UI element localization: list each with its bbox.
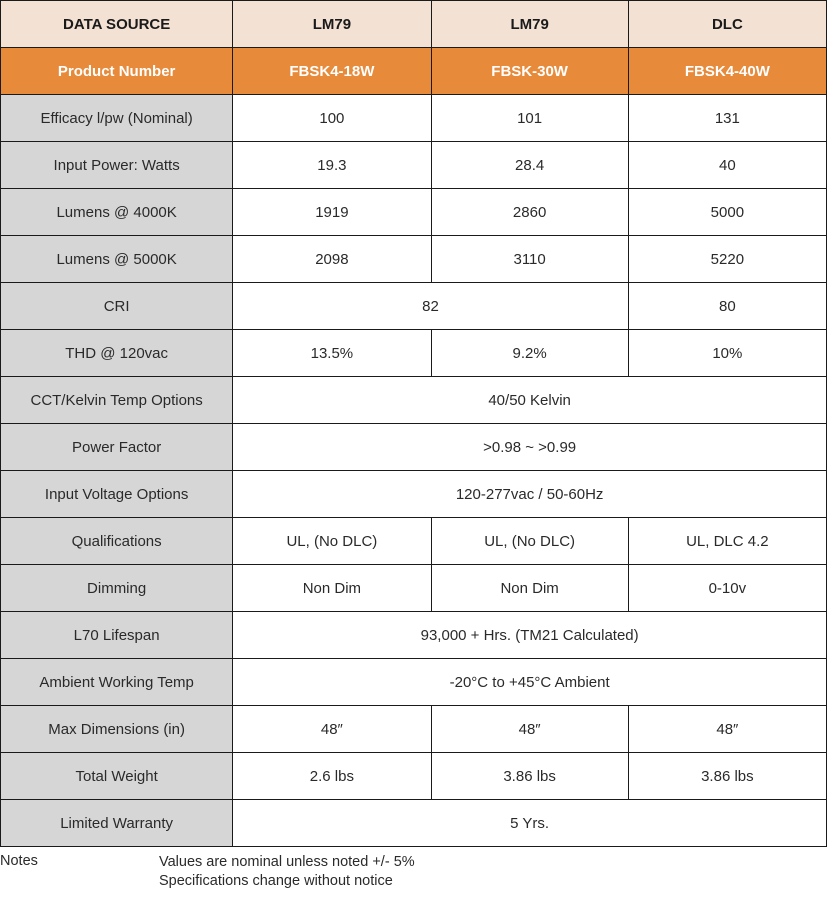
table-cell: 5220 bbox=[628, 236, 826, 283]
table-cell: 101 bbox=[431, 95, 628, 142]
table-cell: 2860 bbox=[431, 189, 628, 236]
table-cell: 9.2% bbox=[431, 330, 628, 377]
row-label: Limited Warranty bbox=[1, 800, 233, 847]
table-cell: 93,000 + Hrs. (TM21 Calculated) bbox=[233, 612, 827, 659]
table-cell: 5 Yrs. bbox=[233, 800, 827, 847]
row-label: L70 Lifespan bbox=[1, 612, 233, 659]
table-cell: 13.5% bbox=[233, 330, 431, 377]
table-cell: 3.86 lbs bbox=[431, 753, 628, 800]
table-row bbox=[1, 471, 827, 518]
row-label: Lumens @ 4000K bbox=[1, 189, 233, 236]
table-row bbox=[1, 659, 827, 706]
notes-line: Specifications change without notice bbox=[159, 873, 393, 889]
table-cell: UL, DLC 4.2 bbox=[628, 518, 826, 565]
notes-label: Notes bbox=[0, 853, 38, 869]
table-row bbox=[1, 612, 827, 659]
table-cell: 80 bbox=[628, 283, 826, 330]
table-cell: 48″ bbox=[233, 706, 431, 753]
row-label: Dimming bbox=[1, 565, 233, 612]
table-row bbox=[1, 95, 827, 142]
table-row bbox=[1, 518, 827, 565]
product-number-label: Product Number bbox=[1, 48, 233, 95]
table-row bbox=[1, 142, 827, 189]
row-label: CCT/Kelvin Temp Options bbox=[1, 377, 233, 424]
row-label: Qualifications bbox=[1, 518, 233, 565]
table-cell: 120-277vac / 50-60Hz bbox=[233, 471, 827, 518]
row-label: Total Weight bbox=[1, 753, 233, 800]
product-number-cell: FBSK4-40W bbox=[628, 48, 826, 95]
table-cell: 3110 bbox=[431, 236, 628, 283]
table-cell: 2098 bbox=[233, 236, 431, 283]
data-source-cell: LM79 bbox=[233, 1, 431, 48]
table-cell: 40 bbox=[628, 142, 826, 189]
table-cell: UL, (No DLC) bbox=[431, 518, 628, 565]
table-row bbox=[1, 565, 827, 612]
data-source-cell: DLC bbox=[628, 1, 826, 48]
row-label: Input Voltage Options bbox=[1, 471, 233, 518]
table-cell: 5000 bbox=[628, 189, 826, 236]
table-row bbox=[1, 800, 827, 847]
table-cell: 48″ bbox=[431, 706, 628, 753]
table-cell: 48″ bbox=[628, 706, 826, 753]
table-cell: 131 bbox=[628, 95, 826, 142]
table-row bbox=[1, 283, 827, 330]
data-source-cell: LM79 bbox=[431, 1, 628, 48]
row-label: THD @ 120vac bbox=[1, 330, 233, 377]
table-row bbox=[1, 377, 827, 424]
row-label: Power Factor bbox=[1, 424, 233, 471]
table-cell: 82 bbox=[233, 283, 628, 330]
product-number-cell: FBSK-30W bbox=[431, 48, 628, 95]
row-label: Input Power: Watts bbox=[1, 142, 233, 189]
table-cell: 40/50 Kelvin bbox=[233, 377, 827, 424]
data-source-label: DATA SOURCE bbox=[1, 1, 233, 48]
data-source-row bbox=[1, 1, 827, 48]
table-cell: Non Dim bbox=[431, 565, 628, 612]
table-cell: -20°C to +45°C Ambient bbox=[233, 659, 827, 706]
row-label: Efficacy l/pw (Nominal) bbox=[1, 95, 233, 142]
notes-line: Values are nominal unless noted +/- 5% bbox=[159, 854, 415, 870]
row-label: Ambient Working Temp bbox=[1, 659, 233, 706]
table-row bbox=[1, 330, 827, 377]
table-row bbox=[1, 189, 827, 236]
table-cell: 28.4 bbox=[431, 142, 628, 189]
product-number-row bbox=[1, 48, 827, 95]
table-cell: >0.98 ~ >0.99 bbox=[233, 424, 827, 471]
notes-section bbox=[0, 847, 827, 899]
table-row bbox=[1, 236, 827, 283]
table-cell: UL, (No DLC) bbox=[233, 518, 431, 565]
table-row bbox=[1, 706, 827, 753]
row-label: Max Dimensions (in) bbox=[1, 706, 233, 753]
notes-lines bbox=[159, 853, 415, 891]
table-cell: 2.6 lbs bbox=[233, 753, 431, 800]
row-label: CRI bbox=[1, 283, 233, 330]
table-cell: 0-10v bbox=[628, 565, 826, 612]
table-cell: 3.86 lbs bbox=[628, 753, 826, 800]
table-cell: 100 bbox=[233, 95, 431, 142]
table-cell: 19.3 bbox=[233, 142, 431, 189]
table-cell: 1919 bbox=[233, 189, 431, 236]
row-label: Lumens @ 5000K bbox=[1, 236, 233, 283]
table-cell: Non Dim bbox=[233, 565, 431, 612]
product-number-cell: FBSK4-18W bbox=[233, 48, 431, 95]
table-row bbox=[1, 424, 827, 471]
table-row bbox=[1, 753, 827, 800]
table-cell: 10% bbox=[628, 330, 826, 377]
